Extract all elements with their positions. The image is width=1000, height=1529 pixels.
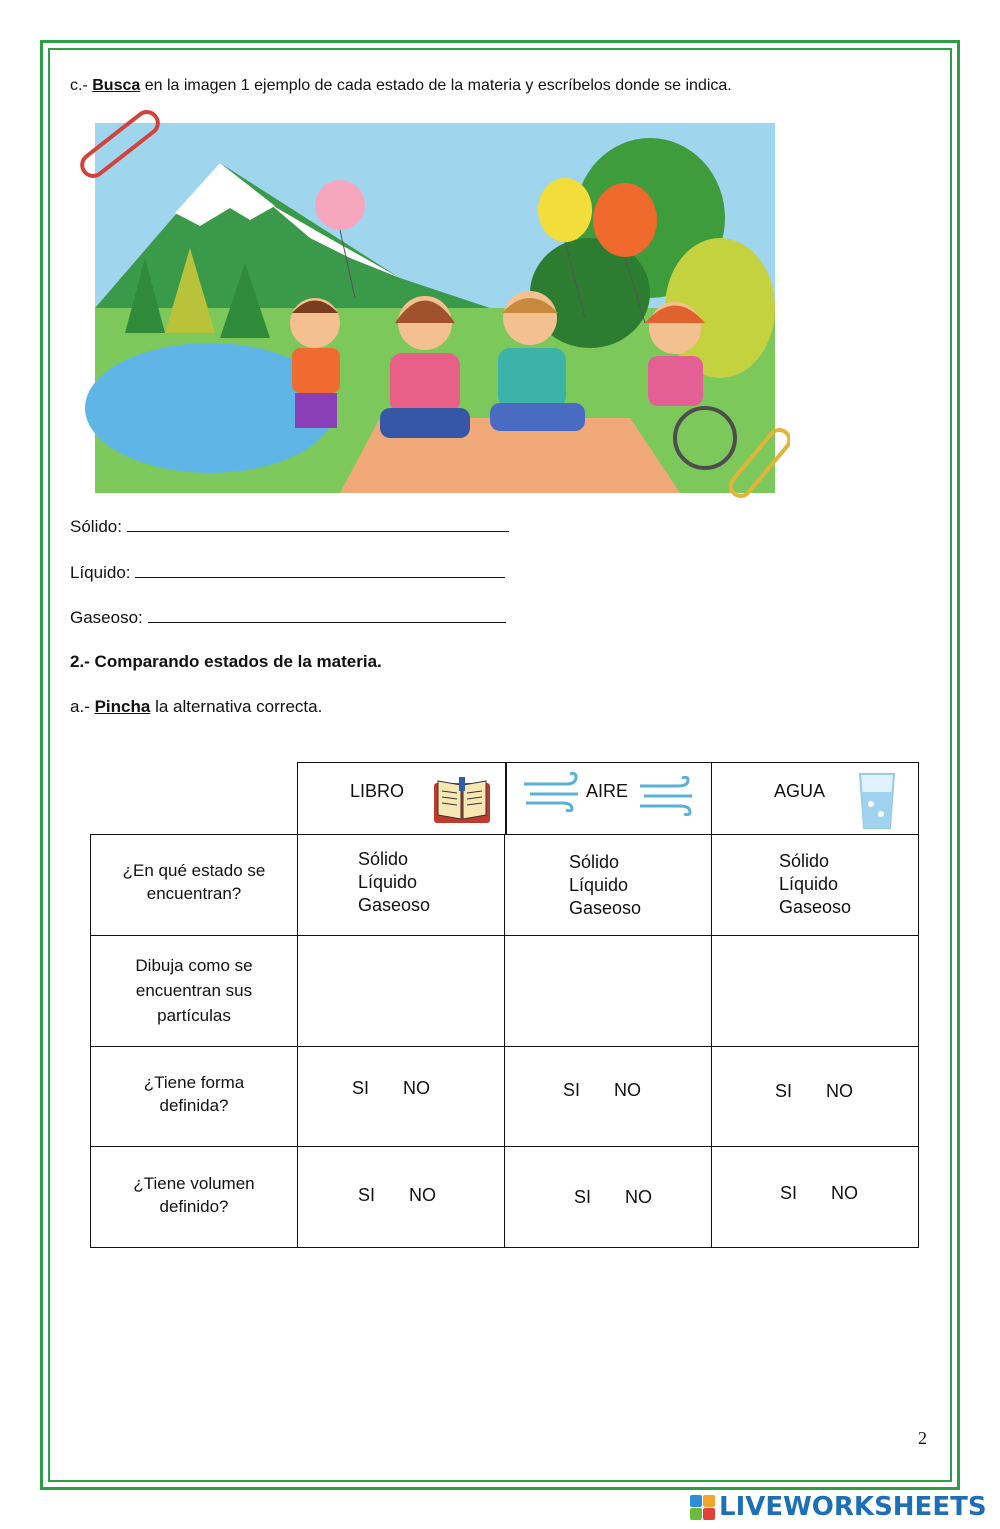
no-forma-agua[interactable]: NO	[826, 1081, 853, 1101]
si-forma-aire[interactable]: SI	[563, 1080, 581, 1100]
pink-balloon	[315, 180, 365, 230]
column-agua: AGUA	[774, 781, 826, 801]
answer-gaseoso	[70, 607, 506, 628]
option-solido-agua[interactable]: Sólido	[779, 851, 830, 871]
instruction-c-verb: Busca	[92, 77, 141, 94]
drawing-area-aire[interactable]	[504, 935, 712, 1047]
yellow-balloon	[538, 178, 592, 242]
no-volumen-libro[interactable]: NO	[409, 1185, 436, 1205]
row-label-volumen: ¿Tiene volumen definido?	[133, 1174, 255, 1216]
no-forma-aire[interactable]: NO	[614, 1080, 641, 1100]
answer-liquido-line[interactable]	[135, 562, 505, 578]
option-solido-aire[interactable]: Sólido	[569, 852, 620, 872]
instruction-c-text: en la imagen 1 ejemplo de cada estado de la materia y escríbelos donde se indica.	[144, 77, 732, 94]
drawing-area-libro[interactable]	[297, 935, 505, 1047]
cell-forma-agua	[711, 1046, 919, 1147]
brand-logo	[690, 1490, 987, 1524]
instruction-c-prefix: c.-	[70, 77, 88, 94]
page-number: 2	[918, 1428, 927, 1448]
instruction-a	[70, 697, 322, 717]
wind-icon	[638, 776, 698, 816]
cell-forma-libro	[297, 1046, 505, 1147]
option-liquido-libro[interactable]: Líquido	[358, 872, 418, 892]
option-solido-libro[interactable]: Sólido	[358, 849, 409, 869]
instruction-a-prefix: a.-	[70, 697, 90, 716]
si-forma-agua[interactable]: SI	[775, 1081, 793, 1101]
option-liquido-aire[interactable]: Líquido	[569, 875, 629, 895]
instruction-a-verb: Pincha	[94, 697, 151, 716]
row-label-forma: ¿Tiene forma definida?	[143, 1073, 245, 1115]
answer-gaseoso-label: Gaseoso:	[70, 608, 143, 627]
water-glass-icon	[857, 770, 897, 832]
wind-icon	[522, 772, 584, 812]
answer-gaseoso-line[interactable]	[148, 607, 506, 623]
boy	[290, 298, 340, 428]
option-gaseoso-libro[interactable]: Gaseoso	[358, 895, 431, 915]
no-forma-libro[interactable]: NO	[403, 1078, 430, 1098]
cell-volumen-agua	[711, 1146, 919, 1248]
options-aire	[569, 851, 641, 920]
column-libro: LIBRO	[350, 781, 405, 801]
row-label-dibuja: Dibuja como se encuentran sus partículas	[135, 956, 253, 1025]
option-gaseoso-agua[interactable]: Gaseoso	[779, 897, 852, 917]
answer-solido-line[interactable]	[127, 516, 509, 532]
cell-volumen-aire	[504, 1146, 712, 1248]
row-label-estado: ¿En qué estado se encuentran?	[122, 861, 266, 903]
drawing-area-agua[interactable]	[711, 935, 919, 1047]
instruction-a-text: la alternativa correcta.	[155, 697, 323, 716]
si-volumen-aire[interactable]: SI	[574, 1187, 592, 1207]
brand-mark-icon	[690, 1495, 715, 1520]
picnic-scene-image	[70, 108, 790, 508]
orange-balloon	[593, 183, 657, 257]
options-libro	[358, 848, 430, 917]
cell-volumen-libro	[297, 1146, 505, 1248]
option-liquido-agua[interactable]: Líquido	[779, 874, 839, 894]
section-2-title: 2.- Comparando estados de la materia.	[70, 652, 382, 671]
options-agua	[779, 850, 851, 919]
column-aire: AIRE	[586, 781, 629, 801]
no-volumen-aire[interactable]: NO	[625, 1187, 652, 1207]
option-gaseoso-aire[interactable]: Gaseoso	[569, 898, 642, 918]
no-volumen-agua[interactable]: NO	[831, 1183, 858, 1203]
answer-liquido-label: Líquido:	[70, 563, 131, 582]
instruction-c	[70, 77, 732, 95]
si-forma-libro[interactable]: SI	[352, 1078, 370, 1098]
si-volumen-libro[interactable]: SI	[358, 1185, 376, 1205]
answer-solido-label: Sólido:	[70, 517, 122, 536]
answer-liquido	[70, 562, 505, 583]
answer-solido	[70, 516, 509, 537]
book-icon	[432, 775, 492, 825]
si-volumen-agua[interactable]: SI	[780, 1183, 798, 1203]
cell-forma-aire	[504, 1046, 712, 1147]
brand-text: LIVEWORKSHEETS	[719, 1492, 987, 1522]
